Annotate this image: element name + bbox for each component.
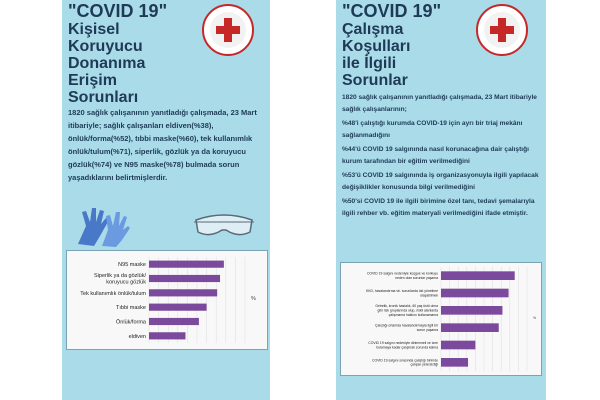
left-chart-bar xyxy=(149,261,224,268)
left-chart-category-label: Önlük/forma xyxy=(116,319,146,326)
right-chart-category-label: sorun yaşama xyxy=(416,328,438,333)
gloves-icon xyxy=(72,204,136,248)
right-title-line: Çalışma xyxy=(342,21,404,38)
right-chart-category-label: çalışan yetersizliği xyxy=(410,362,438,367)
right-chart-svg xyxy=(341,263,541,375)
left-title-line: Sorunları xyxy=(68,89,139,106)
left-chart-svg xyxy=(67,251,267,349)
left-chart xyxy=(66,250,268,350)
goggles-icon xyxy=(192,210,256,240)
left-title-line: "COVID 19" xyxy=(68,1,168,21)
right-chart-category-label: ulaşabilmek xyxy=(420,293,438,298)
left-chart-bar xyxy=(149,304,207,311)
right-chart-bar xyxy=(441,358,468,367)
left-chart-bar xyxy=(149,332,185,339)
right-chart-category-label: gibi risk gruplarında olup, riskli alanlarda xyxy=(377,308,438,313)
ttb-logo xyxy=(202,4,254,56)
left-chart-category-label: Siperlik ya da gözlük/ xyxy=(94,273,146,280)
left-title-line: Kişisel xyxy=(68,21,120,38)
right-item: %50'si COVID 19 ile ilgili birimine özel tanı, tedavi şemalarıyla ilgili rehber vb. eğitim materyali verilmediğini ifade etmiştir. xyxy=(342,198,535,217)
right-chart-axis-unit-label: % xyxy=(533,316,537,320)
right-chart-category-label: çalışmama hakkını kullanamama xyxy=(388,312,438,317)
left-chart-category-label: N95 maske xyxy=(118,262,146,269)
right-title-line: Koşulları xyxy=(342,38,411,55)
ttb-logo xyxy=(476,4,528,56)
left-chart-category-label: koruyucu gözlük xyxy=(106,279,146,286)
right-chart-category-label: Çalıştığı ortamda havalandırmayla ilgili bir xyxy=(375,323,438,328)
right-title-line: "COVID 19" xyxy=(342,1,442,21)
right-body-text xyxy=(342,92,540,219)
right-chart-category-label: COVID 19 salgını nedeniyle dinlenmeli ve izne xyxy=(368,340,438,345)
right-chart-bar xyxy=(441,271,515,280)
right-chart-bar xyxy=(441,306,502,315)
right-item: %44'ü COVID 19 salgınında nasıl korunacağına dair çalıştığı kurum tarafından bir eğitim verilmediğini xyxy=(342,146,529,165)
left-chart-category-label: eldiven xyxy=(128,333,146,340)
right-chart-category-label: bulamaya kadar çalışmak zorunda kalma xyxy=(376,345,438,350)
left-title-line: Koruyucu xyxy=(68,38,143,55)
right-chart xyxy=(340,262,542,376)
left-chart-category-label: Tıbbi maske xyxy=(116,305,146,312)
left-chart-axis-unit-label: % xyxy=(251,296,256,302)
right-chart-bar xyxy=(441,289,509,298)
right-title xyxy=(342,2,441,89)
left-infographic-panel xyxy=(62,0,270,400)
left-chart-bar xyxy=(149,318,199,325)
right-item: %53'ü COVID 19 salgınında iş organizasyonuyla ilgili yapılacak değişiklikler konusunda bilgi verilmediğini xyxy=(342,172,539,191)
right-chart-bar xyxy=(441,323,499,332)
right-title-line: ile İlgili xyxy=(342,55,397,72)
right-item: %48'i çalıştığı kurumda COVID-19 için ayrı bir triaj mekânı sağlanmadığını xyxy=(342,120,523,139)
right-intro: 1820 sağlık çalışanının yanıtladığı çalışmada, 23 Mart itibariyle sağlık çalışanlarının; xyxy=(342,94,537,113)
right-chart-bar xyxy=(441,341,475,350)
right-infographic-panel xyxy=(336,0,546,400)
right-chart-category-label: COVID 19 salgını nedeniyle koşgue ve korkuyu xyxy=(366,271,438,276)
right-chart-category-label: Gebelik, kronik hastalık, 60 yaş üstü olma xyxy=(375,304,438,309)
left-body-text: 1820 sağlık çalışanının yanıtladığı çalışmada, 23 Mart itibariyle; sağlık çalışanları eldiven(%38), önlük/forma(%52), tıbbi maske(%60), tek kullanımlık önlük/tulum(%71), siperlik, gözlük ya da koruyucu gözlük(%74) ve N95 maske(%78) bulmada sorun yaşadıklarını belirtmişlerdir. xyxy=(68,108,257,182)
left-title-line: Donanıma xyxy=(68,55,146,72)
left-chart-bar xyxy=(149,275,220,282)
left-chart-bar xyxy=(149,289,217,296)
right-chart-category-label: neden olan sorunlar yaşama xyxy=(395,276,438,281)
left-title xyxy=(68,2,167,106)
left-title-line: Erişim xyxy=(68,72,117,89)
right-title-line: Sorunlar xyxy=(342,72,408,89)
right-chart-category-label: KKD, havalandırma vb. sorunlarda üst yönetime xyxy=(366,288,438,293)
right-chart-category-label: COVID 19 salgını sırasında çalıştığı birimde xyxy=(372,358,438,363)
left-chart-category-label: Tek kullanımlık önlük/tulum xyxy=(80,290,146,297)
